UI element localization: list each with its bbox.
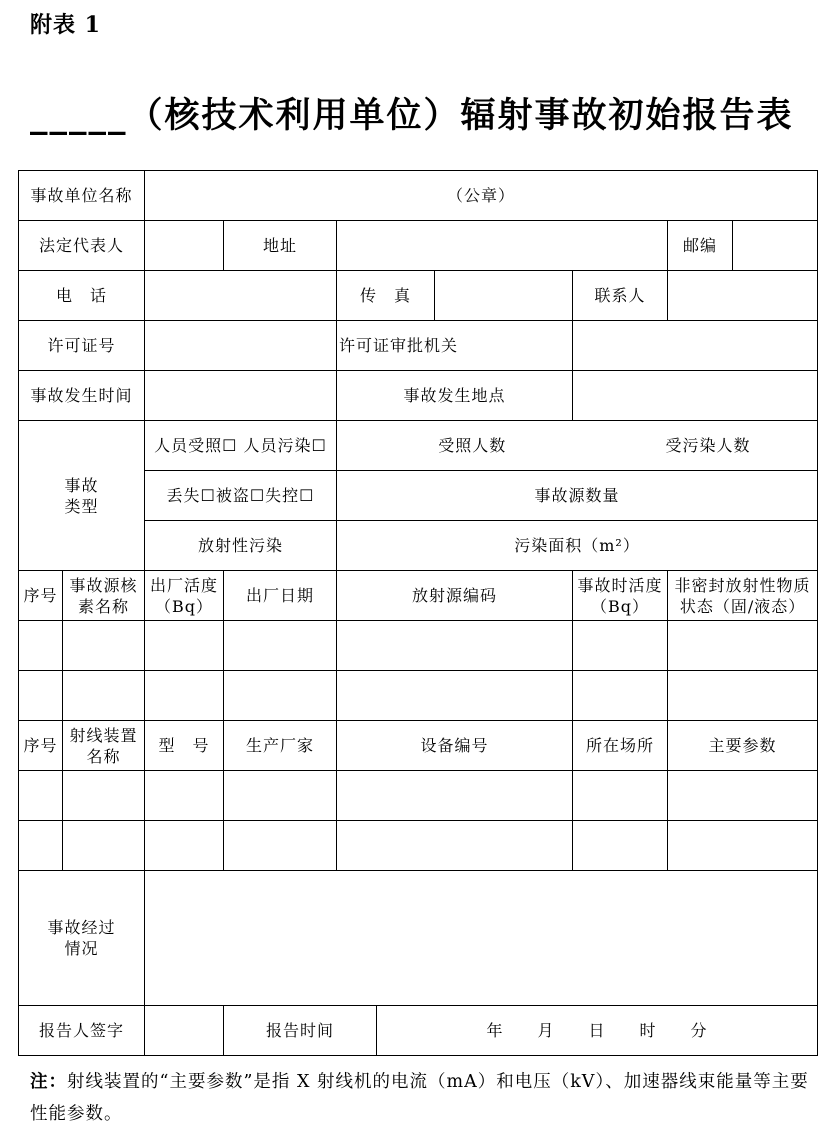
attachment-label: 附表 1 (30, 12, 101, 38)
source-col-code: 放射源编码 (337, 571, 573, 621)
report-time-label: 报告时间 (224, 1006, 377, 1056)
source-col-index: 序号 (19, 571, 63, 621)
accident-place-field[interactable] (573, 371, 818, 421)
postcode-label: 邮编 (668, 221, 733, 271)
row-time (19, 371, 818, 421)
postcode-field[interactable] (733, 221, 818, 271)
phone-label: 电 话 (19, 271, 145, 321)
footnote (30, 1066, 810, 1130)
device-cell[interactable] (63, 771, 145, 821)
source-col-factory-activity: 出厂活度（Bq） (145, 571, 224, 621)
contaminated-count-label: 受污染人数 (665, 436, 751, 455)
contact-label: 联系人 (573, 271, 668, 321)
note-text: 射线装置的“主要参数”是指 X 射线机的电流（mA）和电压（kV）、加速器线束能量等主要性能参数。 (30, 1072, 809, 1124)
source-col-accident-activity: 事故时活度（Bq） (573, 571, 668, 621)
row-unit-name (19, 171, 818, 221)
row-type-1 (19, 421, 818, 471)
device-col-index: 序号 (19, 721, 63, 771)
device-cell[interactable] (145, 771, 224, 821)
device-table-row (19, 771, 818, 821)
device-cell[interactable] (145, 821, 224, 871)
source-cell[interactable] (668, 621, 818, 671)
source-table-row (19, 671, 818, 721)
device-col-name: 射线装置名称 (63, 721, 145, 771)
loss-theft-options[interactable]: 丢失☐被盗☐失控☐ (145, 471, 337, 521)
reporter-signature-field[interactable] (145, 1006, 224, 1056)
unit-name-label: 事故单位名称 (19, 171, 145, 221)
device-col-serial: 设备编号 (337, 721, 573, 771)
report-form-table (18, 170, 818, 1056)
row-license (19, 321, 818, 371)
person-exposure-options[interactable]: 人员受照☐ 人员污染☐ (145, 421, 337, 471)
device-cell[interactable] (668, 821, 818, 871)
device-cell[interactable] (19, 771, 63, 821)
device-table-header (19, 721, 818, 771)
row-phone (19, 271, 818, 321)
source-col-factory-date: 出厂日期 (224, 571, 337, 621)
source-cell[interactable] (145, 621, 224, 671)
radioactive-contamination-label: 放射性污染 (145, 521, 337, 571)
form-title: _____（核技术利用单位）辐射事故初始报告表 (30, 95, 794, 136)
license-label: 许可证号 (19, 321, 145, 371)
device-col-manufacturer: 生产厂家 (224, 721, 337, 771)
device-cell[interactable] (668, 771, 818, 821)
accident-place-label: 事故发生地点 (337, 371, 573, 421)
phone-field[interactable] (145, 271, 337, 321)
source-cell[interactable] (224, 671, 337, 721)
license-field[interactable] (145, 321, 337, 371)
source-cell[interactable] (224, 621, 337, 671)
source-table-row (19, 621, 818, 671)
fax-field[interactable] (435, 271, 573, 321)
source-cell[interactable] (19, 671, 63, 721)
row-reporter (19, 1006, 818, 1056)
exposed-count-label: 受照人数 (438, 436, 507, 455)
device-cell[interactable] (63, 821, 145, 871)
accident-process-field[interactable] (145, 871, 818, 1006)
source-cell[interactable] (337, 621, 573, 671)
source-col-state: 非密封放射性物质状态（固/液态） (668, 571, 818, 621)
device-cell[interactable] (337, 771, 573, 821)
source-cell[interactable] (63, 671, 145, 721)
license-authority-label: 许可证审批机关 (337, 321, 573, 371)
device-cell[interactable] (224, 821, 337, 871)
source-cell[interactable] (668, 671, 818, 721)
device-cell[interactable] (19, 821, 63, 871)
source-cell[interactable] (63, 621, 145, 671)
exposure-count-cell (337, 421, 818, 471)
source-cell[interactable] (337, 671, 573, 721)
address-label: 地址 (224, 221, 337, 271)
fax-label: 传 真 (337, 271, 435, 321)
note-prefix: 注： (30, 1072, 67, 1092)
license-authority-field[interactable] (573, 321, 818, 371)
device-col-location: 所在场所 (573, 721, 668, 771)
source-cell[interactable] (19, 621, 63, 671)
report-time-field[interactable]: 年 月 日 时 分 (377, 1006, 818, 1056)
source-cell[interactable] (573, 671, 668, 721)
device-col-parameters: 主要参数 (668, 721, 818, 771)
legal-representative-field[interactable] (145, 221, 224, 271)
accident-time-label: 事故发生时间 (19, 371, 145, 421)
source-cell[interactable] (145, 671, 224, 721)
row-accident-process (19, 871, 818, 1006)
device-cell[interactable] (573, 771, 668, 821)
address-field[interactable] (337, 221, 668, 271)
device-table-row (19, 821, 818, 871)
seal-field[interactable]: （公章） (145, 171, 818, 221)
accident-type-label: 事故类型 (19, 421, 145, 571)
source-table-header (19, 571, 818, 621)
row-legal-representative (19, 221, 818, 271)
source-col-nuclide: 事故源核素名称 (63, 571, 145, 621)
accident-process-label: 事故经过情况 (19, 871, 145, 1006)
contact-field[interactable] (668, 271, 818, 321)
accident-time-field[interactable] (145, 371, 337, 421)
device-cell[interactable] (224, 771, 337, 821)
legal-representative-label: 法定代表人 (19, 221, 145, 271)
device-cell[interactable] (573, 821, 668, 871)
source-count-label: 事故源数量 (337, 471, 818, 521)
contamination-area-label: 污染面积（m²） (337, 521, 818, 571)
device-cell[interactable] (337, 821, 573, 871)
source-cell[interactable] (573, 621, 668, 671)
reporter-signature-label: 报告人签字 (19, 1006, 145, 1056)
device-col-model: 型 号 (145, 721, 224, 771)
